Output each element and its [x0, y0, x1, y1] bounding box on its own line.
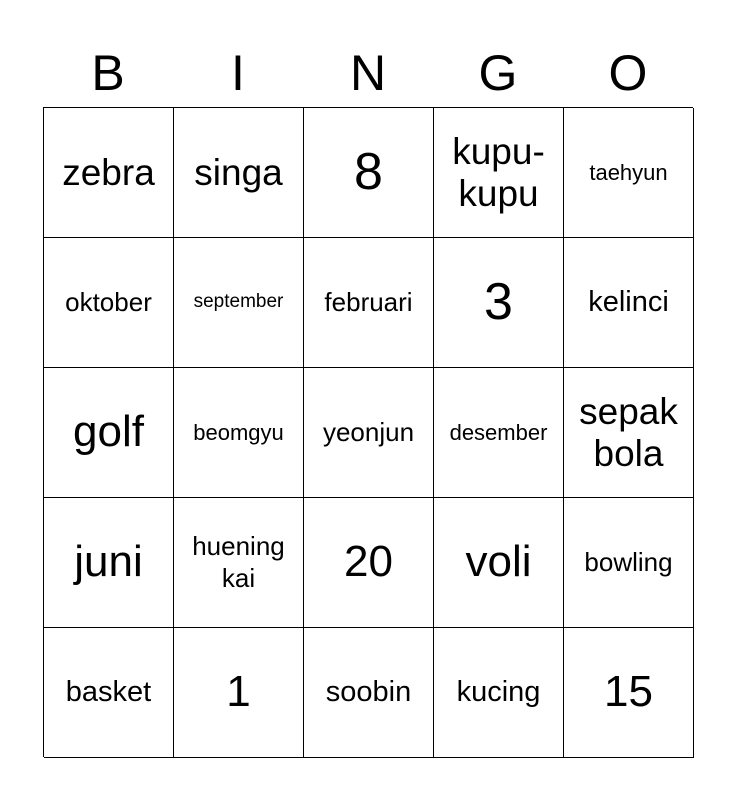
bingo-cell[interactable]: zebra [44, 108, 174, 238]
bingo-cell[interactable]: yeonjun [304, 368, 434, 498]
bingo-cell[interactable]: kelinci [564, 238, 694, 368]
bingo-cell[interactable]: singa [174, 108, 304, 238]
bingo-cell[interactable]: taehyun [564, 108, 694, 238]
bingo-cell[interactable]: sepak bola [564, 368, 694, 498]
bingo-cell[interactable]: 1 [174, 628, 304, 758]
bingo-board [43, 107, 693, 757]
header-letter-b: B [91, 45, 125, 101]
bingo-cell[interactable]: kucing [434, 628, 564, 758]
bingo-cell[interactable]: voli [434, 498, 564, 628]
bingo-cell[interactable]: basket [44, 628, 174, 758]
bingo-cell[interactable]: 8 [304, 108, 434, 238]
bingo-cell[interactable]: oktober [44, 238, 174, 368]
bingo-cell[interactable]: juni [44, 498, 174, 628]
bingo-cell[interactable]: desember [434, 368, 564, 498]
bingo-cell[interactable]: soobin [304, 628, 434, 758]
header-letter-n: N [349, 45, 387, 101]
bingo-cell[interactable]: september [174, 238, 304, 368]
bingo-cell[interactable]: golf [44, 368, 174, 498]
bingo-cell[interactable]: bowling [564, 498, 694, 628]
bingo-cell[interactable]: kupu- kupu [434, 108, 564, 238]
bingo-cell[interactable]: februari [304, 238, 434, 368]
bingo-header [43, 38, 693, 108]
header-letter-g: G [478, 45, 518, 101]
bingo-cell[interactable]: 3 [434, 238, 564, 368]
bingo-cell[interactable]: 20 [304, 498, 434, 628]
bingo-cell[interactable]: 15 [564, 628, 694, 758]
header-letter-i: I [231, 45, 245, 101]
header-letter-o: O [608, 45, 648, 101]
bingo-cell[interactable]: beomgyu [174, 368, 304, 498]
bingo-cell[interactable]: huening kai [174, 498, 304, 628]
